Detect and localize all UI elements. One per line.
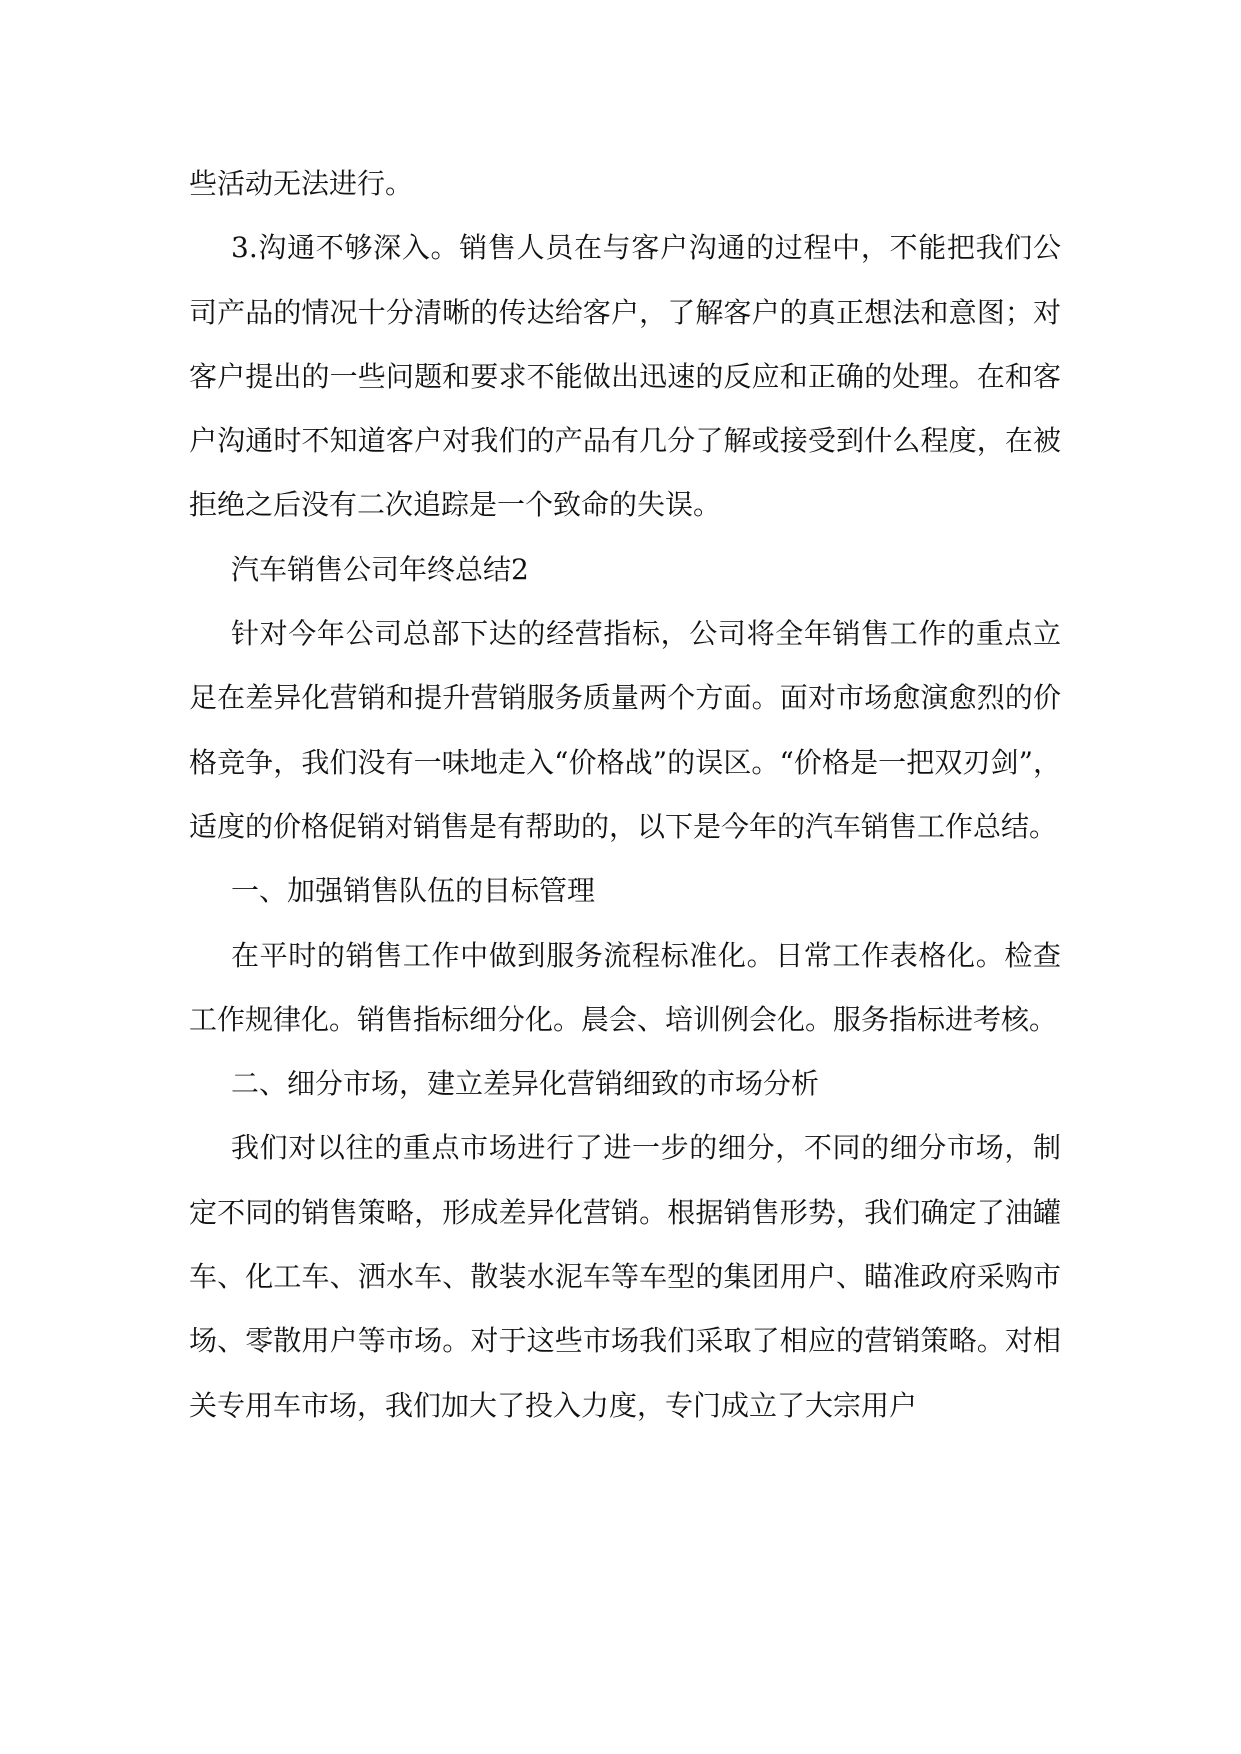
paragraph-market-analysis: 我们对以往的重点市场进行了进一步的细分，不同的细分市场，制定不同的销售策略，形成差异化营销。根据销售形势，我们确定了油罐车、化工车、洒水车、散装水泥车等车型的集团用户、瞄准政府采购市场、零散用户等市场。对于这些市场我们采取了相应的营销策略。对相关专用车市场，我们加大了投入力度，专门成立了大宗用户 <box>189 1131 1061 1422</box>
heading-sales-team-management: 一、加强销售队伍的目标管理 <box>231 874 596 908</box>
paragraph-communication-issue: 3.沟通不够深入。销售人员在与客户沟通的过程中，不能把我们公司产品的情况十分清晰的传达给客户，了解客户的真正想法和意图；对客户提出的一些问题和要求不能做出迅速的反应和正确的处理。在和客户沟通时不知道客户对我们的产品有几分了解或接受到什么程度，在被拒绝之后没有二次追踪是一个致命的失误。 <box>189 231 1061 522</box>
section-title: 汽车销售公司年终总结2 <box>231 552 529 586</box>
document-body <box>189 152 1061 1438</box>
paragraph-standardization: 在平时的销售工作中做到服务流程标准化。日常工作表格化。检查工作规律化。销售指标细分化。晨会、培训例会化。服务指标进考核。 <box>189 938 1061 1036</box>
paragraph-continuation: 些活动无法进行。 <box>189 167 414 200</box>
paragraph-intro: 针对今年公司总部下达的经营指标，公司将全年销售工作的重点立足在差异化营销和提升营销服务质量两个方面。面对市场愈演愈烈的价格竞争，我们没有一味地走入“价格战”的误区。“价格是一把双刃剑”，适度的价格促销对销售是有帮助的，以下是今年的汽车销售工作总结。 <box>189 617 1061 843</box>
heading-market-segmentation: 二、细分市场，建立差异化营销细致的市场分析 <box>231 1067 820 1101</box>
